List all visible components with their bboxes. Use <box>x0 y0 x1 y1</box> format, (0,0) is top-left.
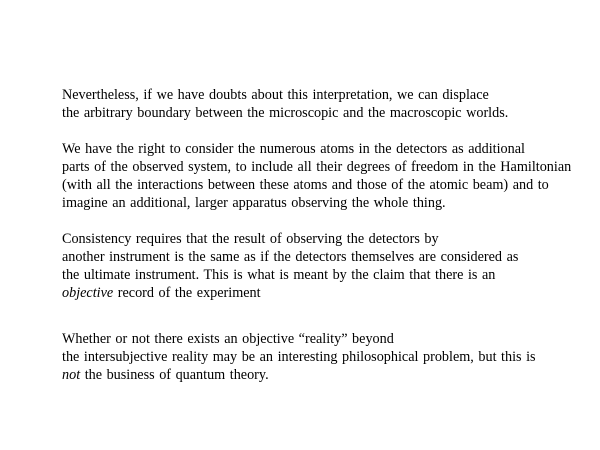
paragraph-2-line-2: parts of the observed system, to include all their degrees of freedom in the Hamiltonian <box>62 159 572 175</box>
paragraph-4-line-3 <box>62 366 269 384</box>
paragraph-3-line-2: another instrument is the same as if the detectors themselves are considered as <box>62 249 519 265</box>
paragraph-2-line-4: imagine an additional, larger apparatus observing the whole thing. <box>62 195 446 211</box>
paragraph-3-line-1: Consistency requires that the result of observing the detectors by <box>62 231 439 247</box>
paragraph-3-line-4 <box>62 284 261 302</box>
paragraph-1-line-2: the arbitrary boundary between the microscopic and the macroscopic worlds. <box>62 105 509 121</box>
paragraph-4-line-1: Whether or not there exists an objective “reality” beyond <box>62 331 394 347</box>
paragraph-4-line-2: the intersubjective reality may be an interesting philosophical problem, but this is <box>62 349 536 365</box>
paragraph-2-line-3: (with all the interactions between these atoms and those of the atomic beam) and to <box>62 177 549 193</box>
paragraph-4-line-3-rest: the business of quantum theory. <box>80 367 269 383</box>
paragraph-3-line-3: the ultimate instrument. This is what is meant by the claim that there is an <box>62 267 496 283</box>
paragraph-3-line-4-rest: record of the experiment <box>113 285 261 301</box>
emphasis-objective: objective <box>62 285 114 301</box>
emphasis-not: not <box>62 367 81 383</box>
paragraph-2-line-1: We have the right to consider the numerous atoms in the detectors as additional <box>62 141 525 157</box>
paragraph-1-line-1: Nevertheless, if we have doubts about this interpretation, we can displace <box>62 87 489 103</box>
